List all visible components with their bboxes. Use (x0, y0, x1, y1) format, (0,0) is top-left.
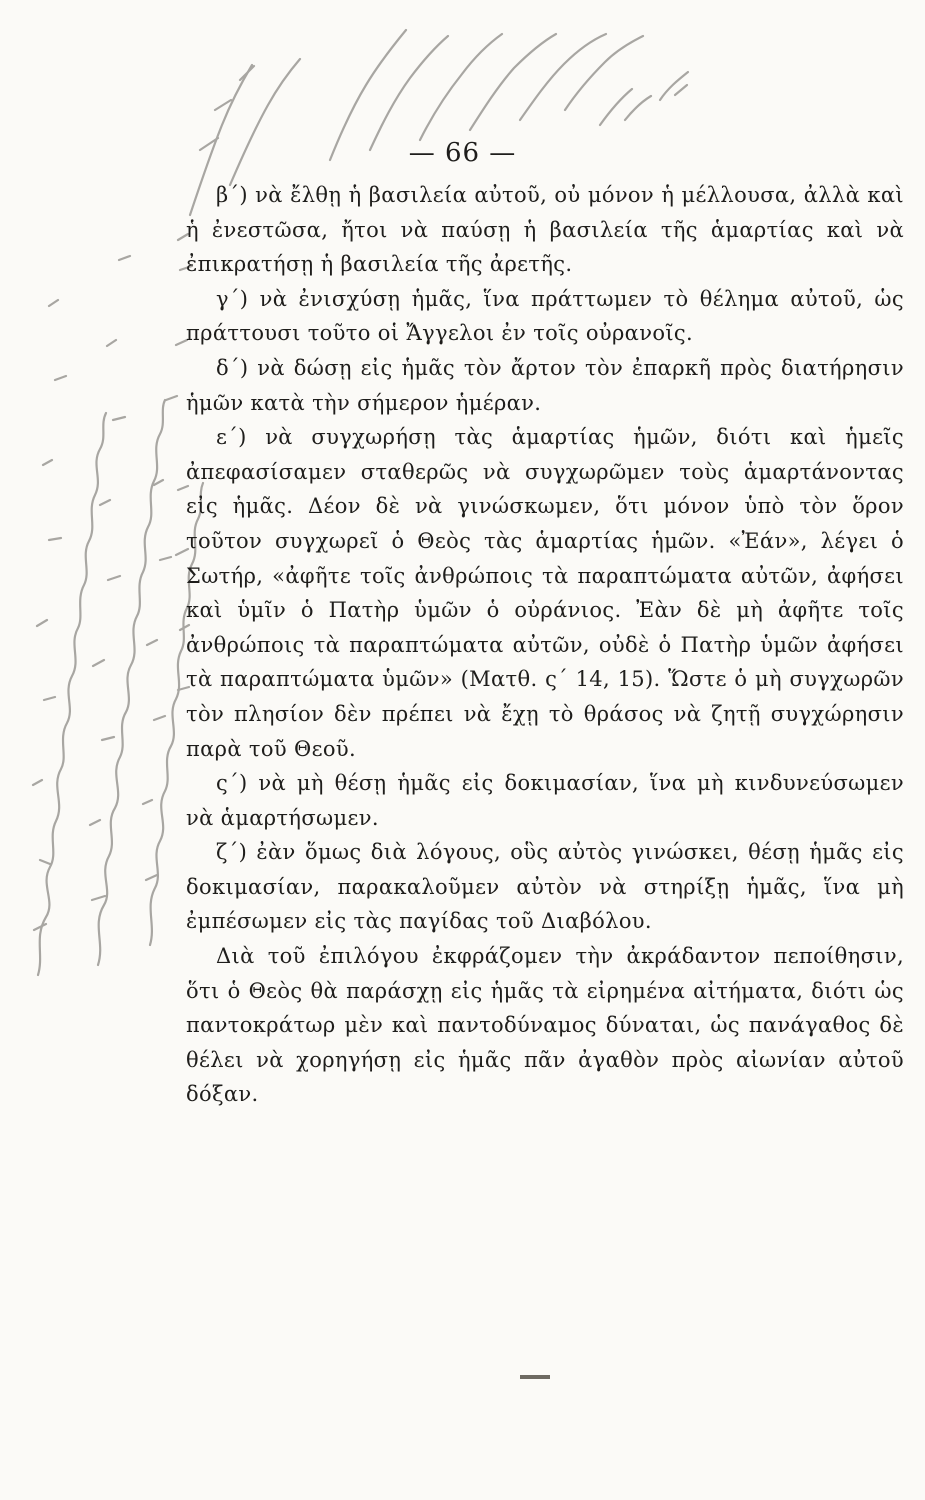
paragraph-epilogue: Διὰ τοῦ ἐπιλόγου ἐκφράζομεν τὴν ἀκράδαντον πεποίθησιν, ὅτι ὁ Θεὸς θὰ παράσχῃ εἰς ἡμᾶς τὰ εἰρημένα αἰτήματα, διότι ὡς παντοκράτωρ μὲν καὶ παντοδύναμος δύναται, ὡς πανάγαθος δὲ θέλει νὰ χορηγήσῃ εἰς ἡμᾶς πᾶν ἀγαθὸν πρὸς αἰωνίαν αὐτοῦ δόξαν. (186, 944, 904, 1107)
section-end-rule (520, 1375, 550, 1379)
paragraph-stigma: ς΄) νὰ μὴ θέσῃ ἡμᾶς εἰς δοκιμασίαν, ἵνα μὴ κινδυνεύσωμεν νὰ ἁμαρτήσωμεν. (186, 771, 904, 830)
page-number: — 66 — (408, 138, 517, 168)
paragraph-delta: δ΄) νὰ δώσῃ εἰς ἡμᾶς τὸν ἄρτον τὸν ἐπαρκῆ πρὸς διατήρησιν ἡμῶν κατὰ τὴν σήμερον ἡμέραν. (186, 355, 904, 415)
paragraph-beta: β΄) νὰ ἔλθῃ ἡ βασιλεία αὐτοῦ, οὐ μόνον ἡ μέλλουσα, ἀλλὰ καὶ ἡ ἐνεστῶσα, ἤτοι νὰ παύσῃ ἡ βασιλεία τῆς ἁμαρτίας καὶ νὰ ἐπικρατήσῃ ἡ βασιλεία τῆς ἀρετῆς. (186, 183, 904, 277)
paragraph-gamma: γ΄) νὰ ἐνισχύσῃ ἡμᾶς, ἵνα πράττωμεν τὸ θέλημα αὐτοῦ, ὡς πράττουσι τοῦτο οἱ Ἄγγελοι ἐν τοῖς οὐρανοῖς. (186, 286, 904, 346)
paragraph-zeta: ζ΄) ἐὰν ὅμως διὰ λόγους, οὓς αὐτὸς γινώσκει, θέσῃ ἡμᾶς εἰς δοκιμασίαν, παρακαλοῦμεν αὐτὸν νὰ στηρίξῃ ἡμᾶς, ἵνα μὴ ἐμπέσωμεν εἰς τὰς παγίδας τοῦ Διαβόλου. (186, 840, 904, 934)
body-text (186, 178, 904, 1112)
paragraph-epsilon: ε΄) νὰ συγχωρήσῃ τὰς ἁμαρτίας ἡμῶν, διότι καὶ ἡμεῖς ἀπεφασίσαμεν σταθερῶς νὰ συγχωρῶμεν τοὺς ἁμαρτάνοντας εἰς ἡμᾶς. Δέον δὲ νὰ γινώσκωμεν, ὅτι μόνον ὑπὸ τὸν ὅρον τοῦτον συγχωρεῖ ὁ Θεὸς τὰς ἁμαρτίας ἡμῶν. «Ἐάν», λέγει ὁ Σωτήρ, «ἀφῆτε τοῖς ἀνθρώποις τὰ παραπτώματα αὐτῶν, ἀφήσει καὶ ὑμῖν ὁ Πατὴρ ὑμῶν ὁ οὐράνιος. Ἐὰν δὲ μὴ ἀφῆτε τοῖς ἀνθρώποις τὰ παραπτώματα αὐτῶν, οὐδὲ ὁ Πατὴρ ὑμῶν ἀφήσει τὰ παραπτώματα ὑμῶν» (Ματθ. ς΄ 14, 15). Ὥστε ὁ μὴ συγχωρῶν τὸν πλησίον δὲν πρέπει νὰ ἔχῃ τὸ θράσος νὰ ζητῇ συγχώρησιν παρὰ τοῦ Θεοῦ. (186, 425, 904, 761)
